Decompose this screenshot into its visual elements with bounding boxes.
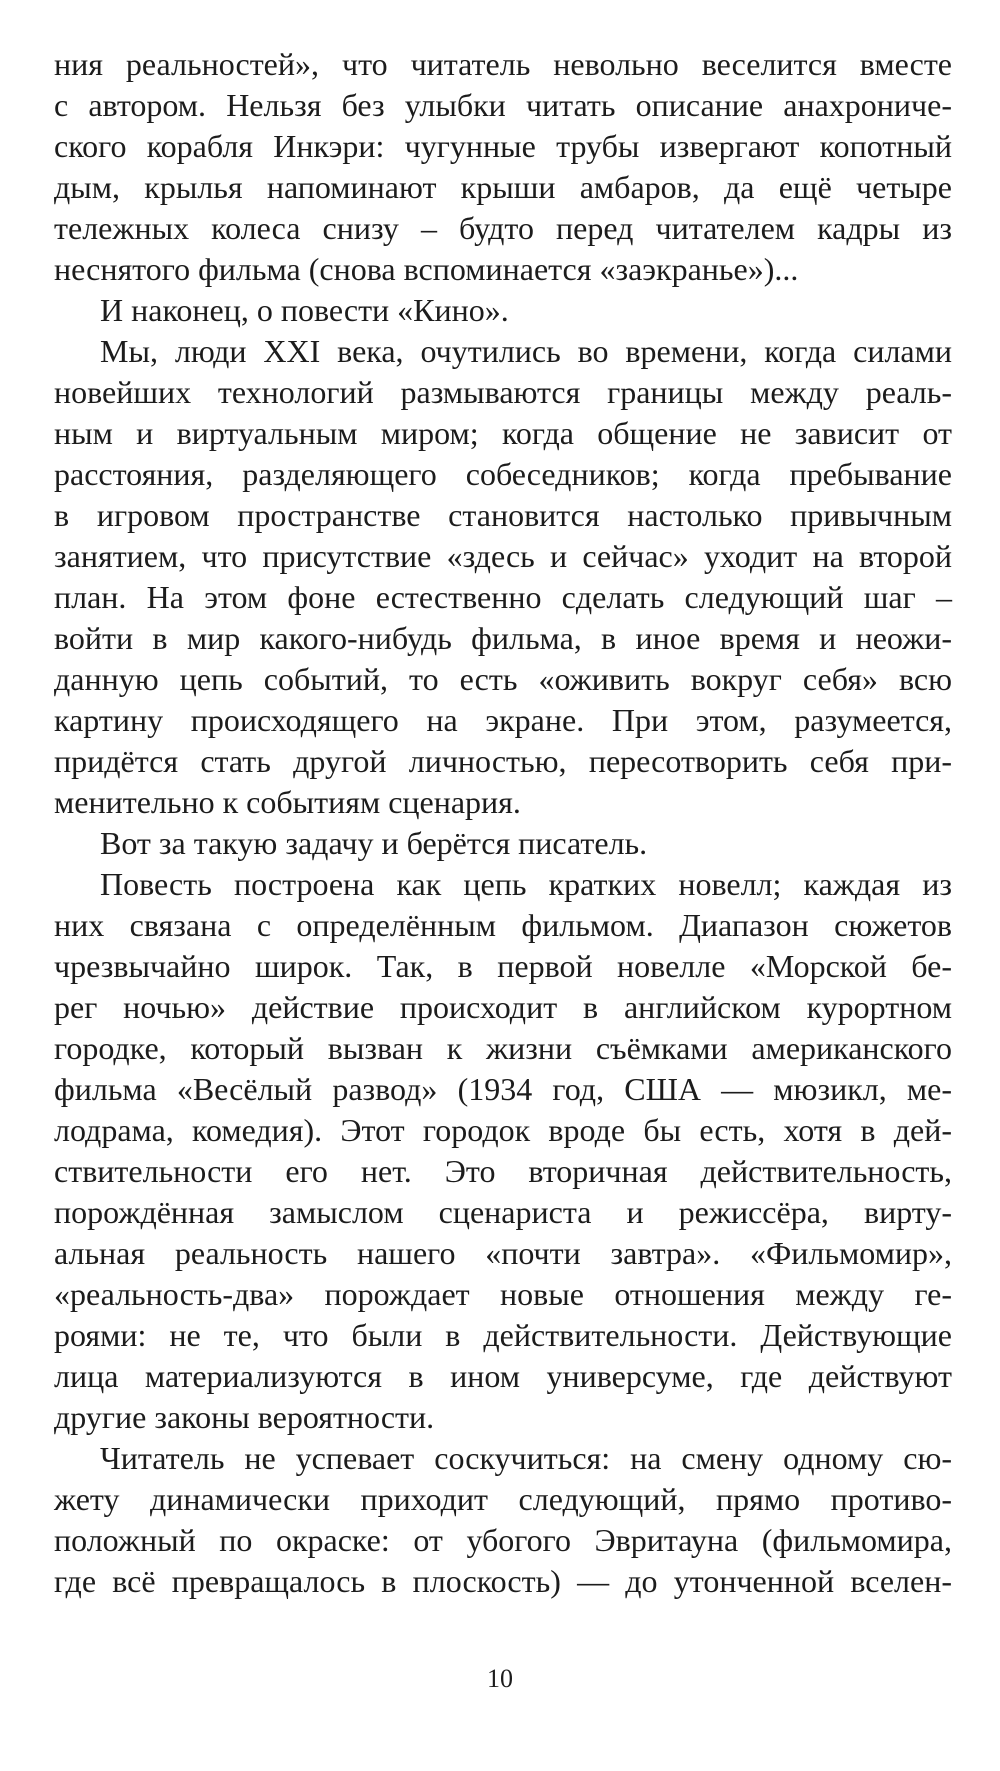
text-line: где всё превращалось в плоскость) — до утонченной вселен- <box>54 1563 952 1599</box>
text-line: ствительности его нет. Это вторичная действительность, <box>54 1153 952 1189</box>
body-text <box>54 44 952 1602</box>
text-line: положный по окраске: от убогого Эвритауна (фильмомира, <box>54 1522 952 1558</box>
paragraph-start: Мы, люди XXI века, очутились во времени, когда силами <box>100 333 952 369</box>
text-line: «реальность-два» порождает новые отношения между ге- <box>54 1276 952 1312</box>
text-line: лица материализуются в ином универсуме, где действуют <box>54 1358 952 1394</box>
text-line: тележных колеса снизу – будто перед читателем кадры из <box>54 210 952 246</box>
paragraph-start: И наконец, о повести «Кино». <box>100 292 509 328</box>
text-line: порождённая замыслом сценариста и режиссёра, вирту- <box>54 1194 952 1230</box>
paragraph-start: Вот за такую задачу и берётся писатель. <box>100 825 648 861</box>
text-line: фильма «Весёлый развод» (1934 год, США — мюзикл, ме- <box>54 1071 952 1107</box>
text-line: жету динамически приходит следующий, прямо противо- <box>54 1481 952 1517</box>
text-line: в игровом пространстве становится настолько привычным <box>54 497 952 533</box>
paragraph-start: Читатель не успевает соскучиться: на смену одному сю- <box>100 1440 952 1476</box>
text-line: другие законы вероятности. <box>54 1399 435 1435</box>
text-line: ния реальностей», что читатель невольно веселится вместе <box>54 46 952 82</box>
text-line: новейших технологий размываются границы между реаль- <box>54 374 952 410</box>
text-line: чрезвычайно широк. Так, в первой новелле «Морской бе- <box>54 948 952 984</box>
text-line: данную цепь событий, то есть «оживить вокруг себя» всю <box>54 661 952 697</box>
text-line: ным и виртуальным миром; когда общение не зависит от <box>54 415 952 451</box>
text-line: роями: не те, что были в действительности. Действующие <box>54 1317 952 1353</box>
text-line: дым, крылья напоминают крыши амбаров, да ещё четыре <box>54 169 952 205</box>
text-line: с автором. Нельзя без улыбки читать описание анахрониче- <box>54 87 952 123</box>
text-line: городке, который вызван к жизни съёмками американского <box>54 1030 952 1066</box>
text-line: занятием, что присутствие «здесь и сейчас» уходит на второй <box>54 538 952 574</box>
text-line: рег ночью» действие происходит в английском курортном <box>54 989 952 1025</box>
text-line: альная реальность нашего «почти завтра». «Фильмомир», <box>54 1235 952 1271</box>
paragraph-start: Повесть построена как цепь кратких новелл; каждая из <box>100 866 952 902</box>
text-line: ского корабля Инкэри: чугунные трубы извергают копотный <box>54 128 952 164</box>
text-line: придётся стать другой личностью, пересотворить себя при- <box>54 743 952 779</box>
page-number: 10 <box>487 1664 513 1693</box>
text-line: картину происходящего на экране. При этом, разумеется, <box>54 702 952 738</box>
text-line: войти в мир какого-нибудь фильма, в иное время и неожи- <box>54 620 952 656</box>
text-line: неснятого фильма (снова вспоминается «заэкранье»)... <box>54 251 799 287</box>
text-line: них связана с определённым фильмом. Диапазон сюжетов <box>54 907 952 943</box>
text-line: менительно к событиям сценария. <box>54 784 521 820</box>
text-line: расстояния, разделяющего собеседников; когда пребывание <box>54 456 952 492</box>
text-line: план. На этом фоне естественно сделать следующий шаг – <box>54 579 952 615</box>
text-line: лодрама, комедия). Этот городок вроде бы есть, хотя в дей- <box>54 1112 952 1148</box>
